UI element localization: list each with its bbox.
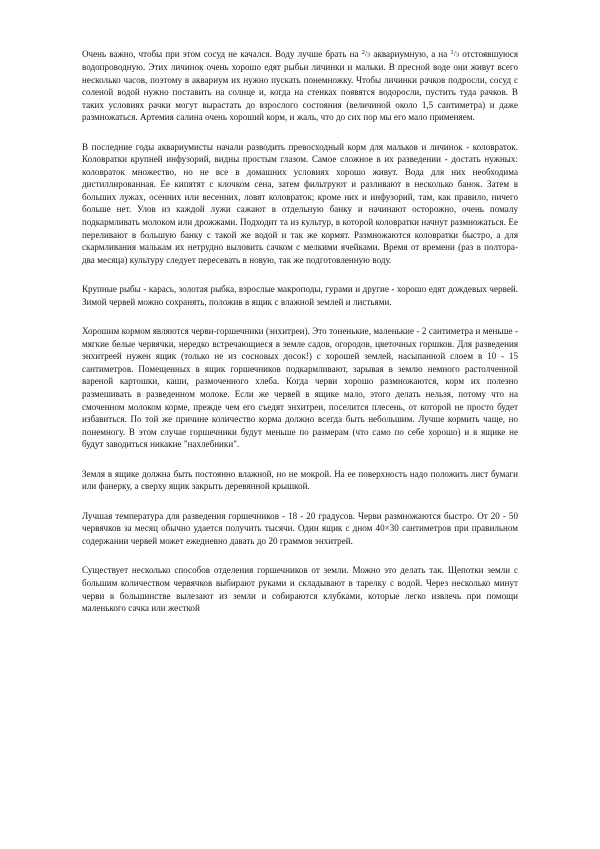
fraction-two-thirds: $^2/_3$ — [361, 49, 371, 59]
paragraph-6: Лучшая температура для разведения горшечников - 18 - 20 градусов. Черви размножаются быстро. От 20 - 50 червячков за месяц обычно удается получить тысячи. Один ящик с дном 40×30 сантиметров при правильном содержании червей может ежедневно давать до 20 граммов энхитрей. — [82, 510, 518, 546]
fraction-one-third: $^1/_3$ — [450, 49, 460, 59]
paragraph-2: В последние годы аквариумисты начали разводить превосходный корм для мальков и личинок - коловраток. Коловратки крупней инфузорий, видны простым глазом. Самое сложное в их разведении - достать нужных: коловраток множество, но не все в домашних условиях хорошо живут. Вода для них необходима дистиллированная. Ее кипятят с клочком сена, затем фильтруют и разливают в несколько банок. Затем в больших лужах, осенних или весенних, ловят коловраток; кроме них и инфузорий, там, как правило, ничего больше нет. Улов из каждой лужи сажают в отдельную банку и начинают осторожно, очень помалу подкармливать молоком или дрожжами. Подходит та из культур, в которой коловратки начнут размножаться. Ее переливают в большую банку с такой же водой и так же кормят. Размножаются коловратки быстро, а для скармливания малькам их нетрудно выловить сачком с мелкими ячейками. Время от времени (раз в полтора-два месяца) культуру следует пересевать в новую, так же подготовленную воду. — [82, 141, 518, 265]
text-column — [82, 48, 518, 615]
paragraph-4: Хорошим кормом являются черви-горшечники (энхитреи). Это тоненькие, маленькие - 2 сантиметра и меньше - мягкие белые червячки, нередко встречающиеся в земле садов, огородов, цветочных горшков. Для разведения энхитреей нужен ящик (только не из сосновых досок!) с хорошей землей, насыпанной слоем в 10 - 15 сантиметров. Помещенных в ящик горшечников подкармливают, зарывая в землю немного растолченной вареной картошки, каши, размоченного хлеба. Когда черви хорошо размножаются, корм их полезно размешивать в разведенном молоке. Если же червей в ящике мало, этого делать нельзя, потому что на смоченном молоком корме, прежде чем его съедят энхитреи, поселится плесень, от которой не просто будет избавиться. По той же причине количество корма должно всегда быть небольшим. Лучше кормить чаще, но понемногу. В этом случае горшечники будут меньше по размерам (что само по себе хорошо) и в ящике не будут заводиться никакие "нахлебники". — [82, 326, 518, 450]
paragraph-1: Очень важно, чтобы при этом сосуд не качался. Воду лучше брать на $^2/_3$ аквариумную, а на $^1/_3$ отстоявшуюся водопроводную. Этих личинок очень хорошо едят рыбьи личинки и мальки. В пресной воде они живут всего несколько часов, поэтому в аквариум их нужно пускать понемножку. Чтобы личинки рачков подросли, сосуд с соленой водой нужно поставить на солнце и, когда на стенках появятся водоросли, пустить туда рачков. В таких условиях рачки могут вырастать до взрослого состояния (величиной около 1,5 сантиметра) и даже размножаться. Артемия салина очень хороший корм, и жаль, что до сих пор мы его мало применяем. — [82, 49, 518, 123]
paragraph-7: Существует несколько способов отделения горшечников от земли. Можно это делать так. Щепотки земли с большим количеством червячков выбирают руками и складывают в тарелку с водой. Через несколько минут черви в большинстве вылезают из земли и собираются клубками, которые легко извлечь при помощи маленького сачка или жесткой — [82, 565, 518, 614]
paragraph-5: Земля в ящике должна быть постоянно влажной, но не мокрой. На ее поверхность надо положить лист бумаги или фанерку, а сверху ящик закрыть деревянной крышкой. — [82, 468, 518, 492]
paragraph-3: Крупные рыбы - карась, золотая рыбка, взрослые макроподы, гурами и другие - хорошо едят дождевых червей. Зимой червей можно сохранять, положив в ящик с влажной землей и листьями. — [82, 284, 518, 307]
